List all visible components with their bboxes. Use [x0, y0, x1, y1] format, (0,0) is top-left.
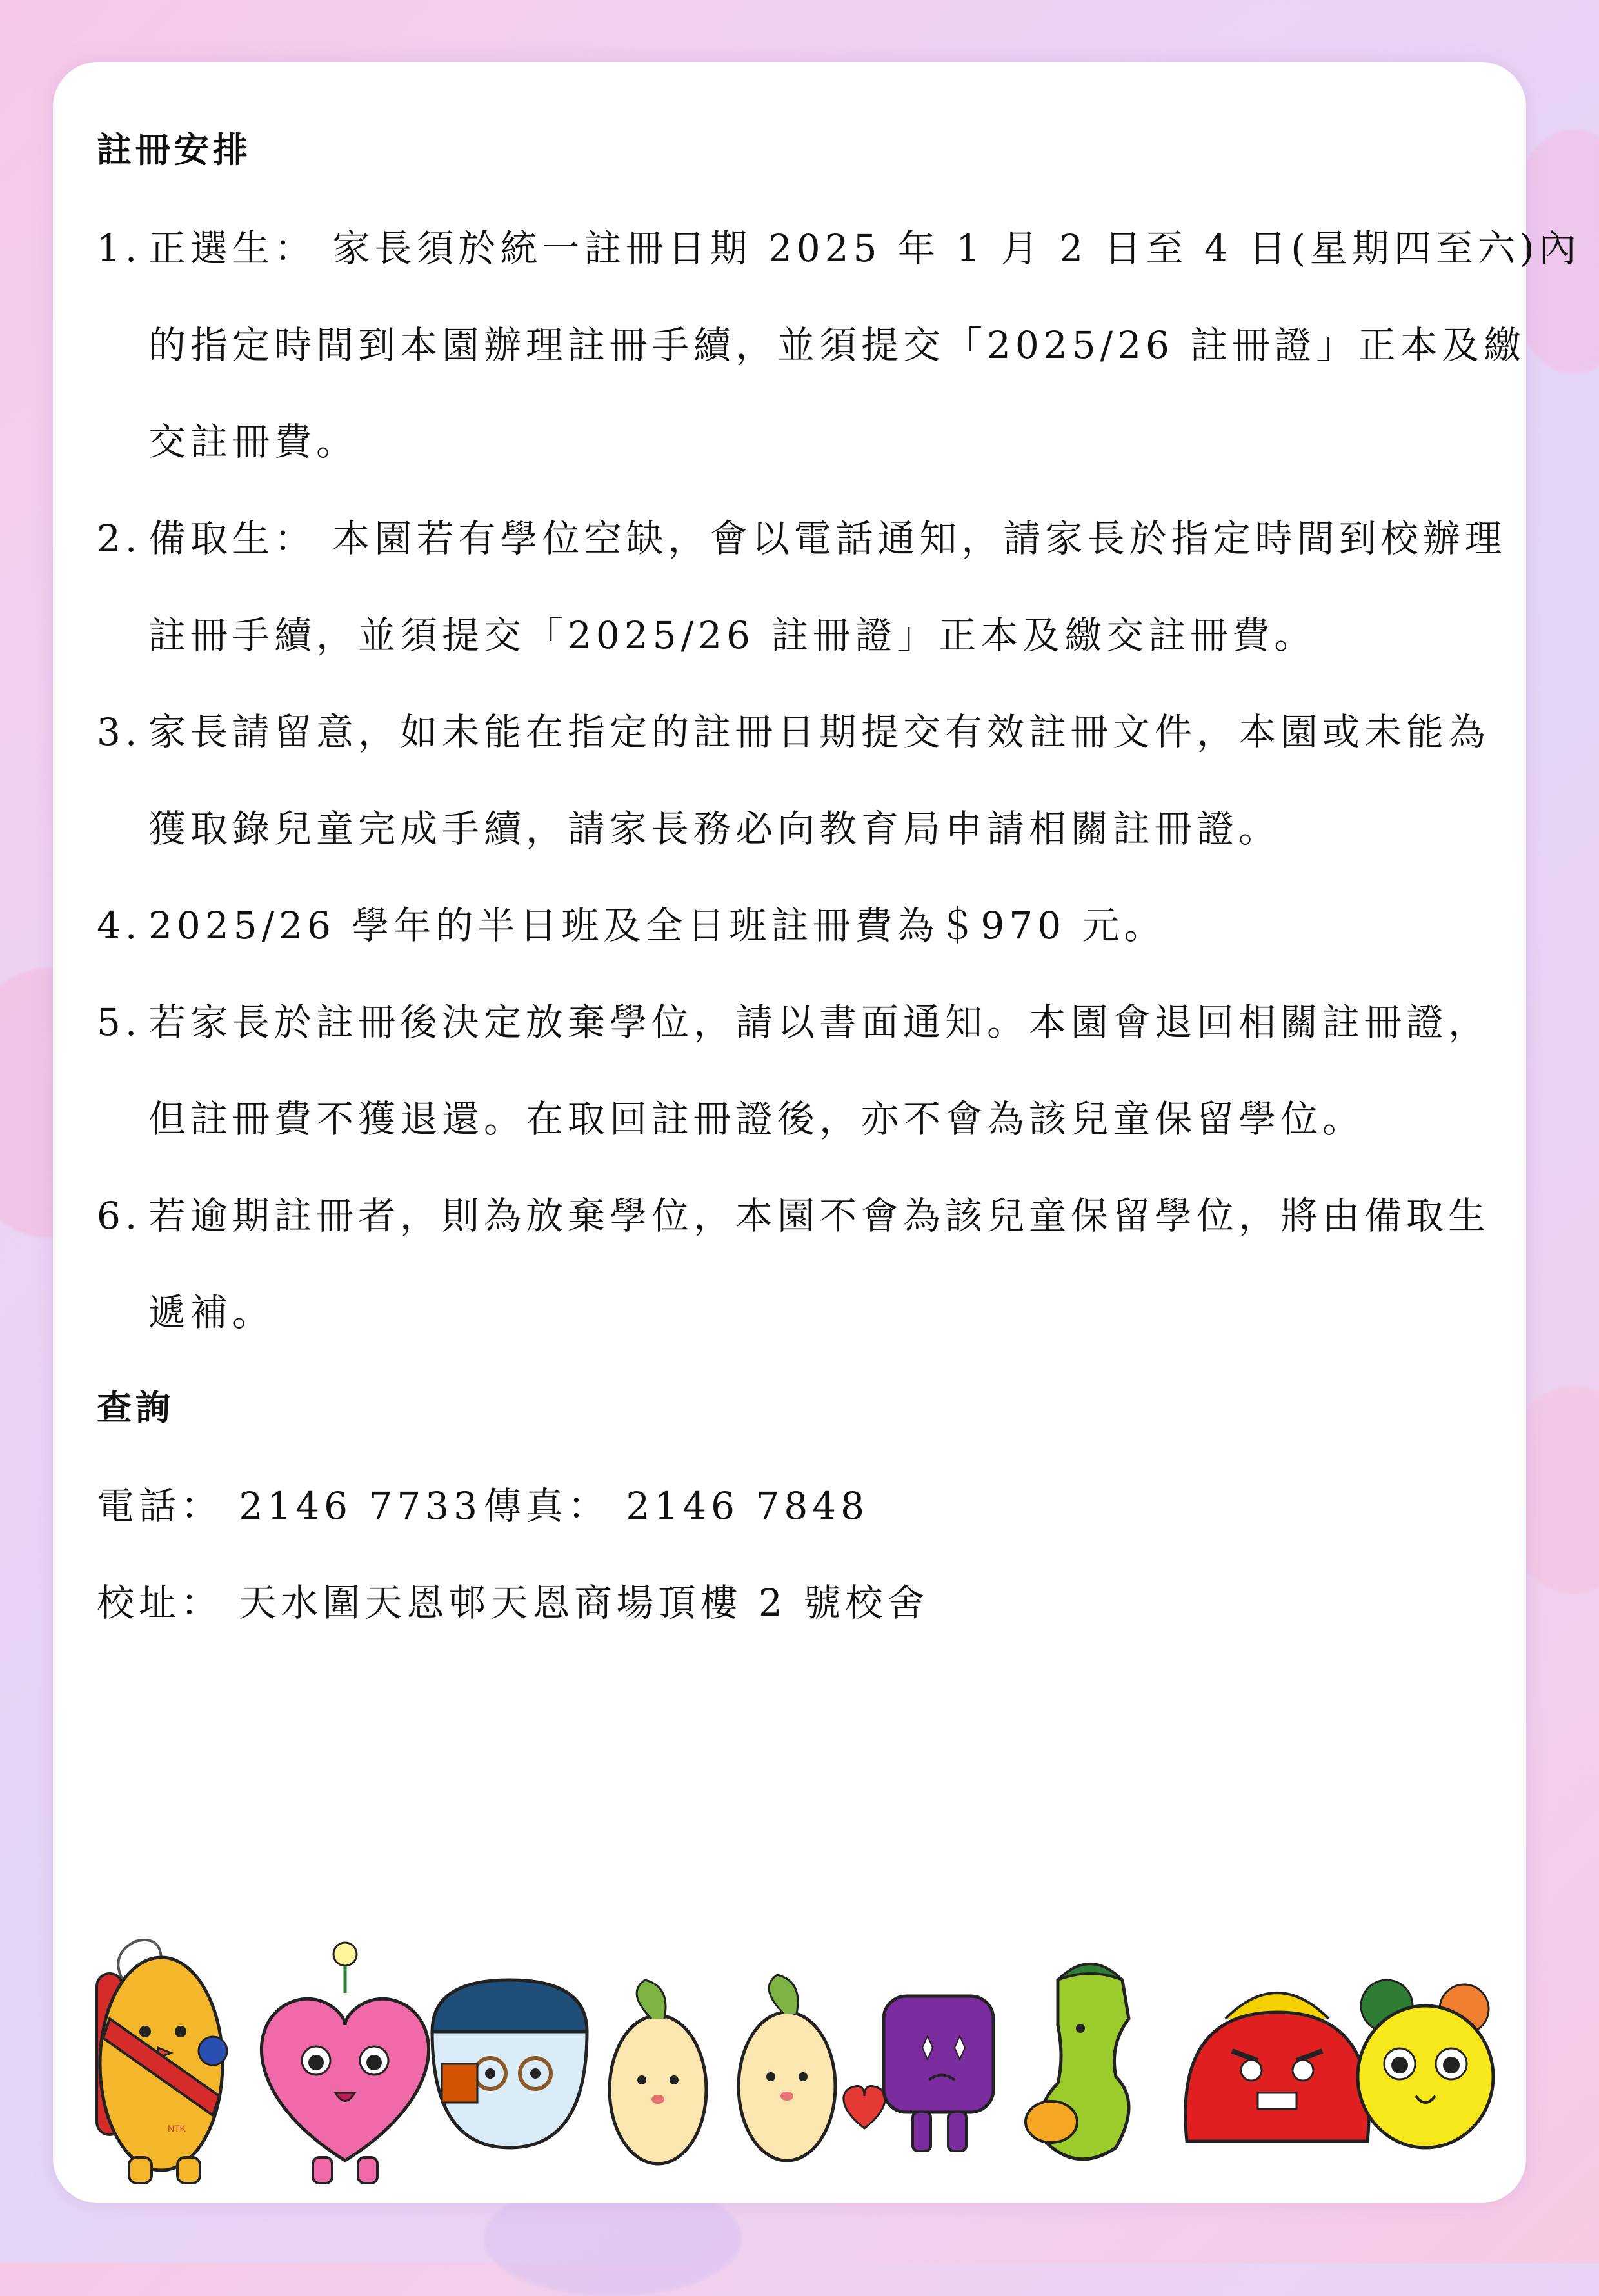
green-mascot	[1026, 1964, 1129, 2159]
orange-mascot	[97, 1940, 227, 2183]
list-item-2: 2. 備取生： 本園若有學位空缺，會以電話通知，請家長於指定時間到校辦理	[97, 517, 1507, 560]
red-mascot	[1186, 1993, 1369, 2141]
list-item-3-cont: 獲取錄兒童完成手續，請家長務必向教育局申請相關註冊證。	[148, 807, 1281, 851]
enquiry-title: 查詢	[97, 1387, 174, 1428]
list-item-2-cont: 註冊手續，並須提交「2025/26 註冊證」正本及繳交註冊費。	[148, 613, 1316, 657]
address-line: 校址： 天水圍天恩邨天恩商場頂樓 2 號校舍	[97, 1581, 929, 1625]
mascot-illustration	[90, 1903, 1509, 2193]
list-item-4: 4. 2025/26 學年的半日班及全日班註冊費為＄970 元。	[97, 904, 1166, 947]
phone-line: 電話： 2146 7733	[97, 1484, 482, 1528]
cream-mascot-right	[739, 1975, 885, 2161]
list-item-6: 6. 若逾期註冊者，則為放棄學位，本園不會為該兒童保留學位，將由備取生	[97, 1194, 1491, 1238]
blue-mascot	[432, 1980, 587, 2148]
list-item-5-cont: 但註冊費不獲退還。在取回註冊證後，亦不會為該兒童保留學位。	[148, 1097, 1365, 1141]
list-item-3: 3. 家長請留意，如未能在指定的註冊日期提交有效註冊文件，本園或未能為	[97, 710, 1491, 754]
fax-line: 傳真： 2146 7848	[484, 1484, 869, 1528]
registration-title: 註冊安排	[97, 129, 252, 170]
yellow-mascot	[1358, 1980, 1493, 2148]
mascot-badge-text: NTK	[168, 2123, 186, 2133]
purple-mascot	[884, 1996, 993, 2151]
list-item-5: 5. 若家長於註冊後決定放棄學位，請以書面通知。本園會退回相關註冊證，	[97, 1000, 1491, 1044]
list-item-1: 1. 正選生： 家長須於統一註冊日期 2025 年 1 月 2 日至 4 日(星期四至六)內	[97, 226, 1581, 270]
list-item-6-cont: 遞補。	[148, 1291, 275, 1334]
pink-heart-mascot	[261, 1943, 428, 2183]
list-item-1-cont: 交註冊費。	[148, 420, 359, 464]
cream-mascot-left	[610, 1980, 706, 2164]
list-item-1-cont: 的指定時間到本園辦理註冊手續，並須提交「2025/26 註冊證」正本及繳	[148, 323, 1526, 367]
